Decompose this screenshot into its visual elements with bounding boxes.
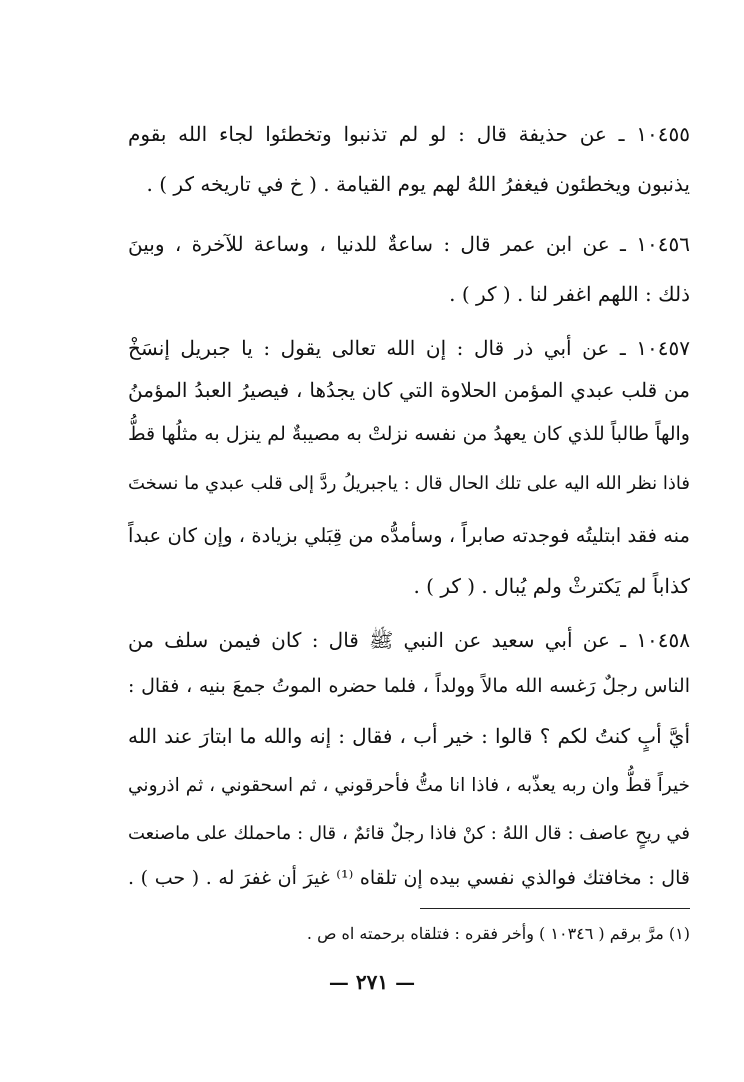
text-line: خيراً قطُّ وان ربه يعذّبه ، فاذا انا متُّ فأحرقوني ، ثم اسحقوني ، ثم اذروني	[128, 775, 690, 796]
text-line: الناس رجلٌ رَغسه الله مالاً وولداً ، فلما حضره الموتُ جمعَ بنيه ، فقال :	[128, 675, 690, 697]
text-line-hadith-10455: ١٠٤٥٥ ـ عن حذيفة قال : لو لم تذنبوا وتخطئوا لجاء الله بقوم	[128, 122, 690, 146]
footnote-divider	[420, 908, 690, 909]
text-line: في ريحٍ عاصف : قال اللهُ : كنْ فاذا رجلٌ قائمٌ ، قال : ماحملك على ماصنعت	[128, 823, 690, 844]
text-line: فاذا نظر الله اليه على تلك الحال قال : ياجبريلُ ردَّ إلى قلب عبدي ما نسختَ	[128, 473, 690, 494]
text-line: قال : مخافتك فوالذي نفسي بيده إن تلقاه ⁽¹⁾ غيرَ أن غفرَ له . ( حب ) .	[128, 867, 690, 889]
text-line-hadith-10456: ١٠٤٥٦ ـ عن ابن عمر قال : ساعةٌ للدنيا ، وساعة للآخرة ، وبينَ	[128, 232, 690, 256]
text-line: يذنبون ويخطئون فيغفرُ اللهُ لهم يوم القيامة . ( خ في تاريخه كر ) .	[146, 172, 690, 196]
page-number: — ٢٧١ —	[328, 970, 416, 994]
footnote: (١) مرَّ برقم ( ١٠٣٤٦ ) وأخر فقره : فتلقاه برحمته اه ص .	[306, 924, 690, 943]
text-line: ذلك : اللهم اغفر لنا . ( كر ) .	[449, 282, 690, 306]
text-line: منه فقد ابتليتُه فوجدته صابراً ، وسأمدُّه من قِبَلي بزيادة ، وإن كان عبداً	[128, 524, 690, 547]
text-line-hadith-10458: ١٠٤٥٨ ـ عن أبي سعيد عن النبي ﷺ قال : كان فيمن سلف من	[128, 628, 690, 652]
text-line: كذاباً لم يَكترثْ ولم يُبال . ( كر ) .	[413, 574, 690, 598]
text-line: من قلب عبدي المؤمن الحلاوة التي كان يجدُها ، فيصيرُ العبدُ المؤمنُ	[128, 378, 690, 402]
text-line-hadith-10457: ١٠٤٥٧ ـ عن أبي ذر قال : إن الله تعالى يقول : يا جبريل إنسَخْ	[128, 336, 690, 360]
text-line: والهاً طالباً للذي كان يعهدُ من نفسه نزلتْ به مصيبةٌ لم ينزل به مثلُها قطُّ	[128, 423, 690, 445]
text-line: أيَّ أبٍ كنتُ لكم ؟ قالوا : خير أب ، فقال : إنه والله ما ابتارَ عند الله	[128, 724, 690, 748]
